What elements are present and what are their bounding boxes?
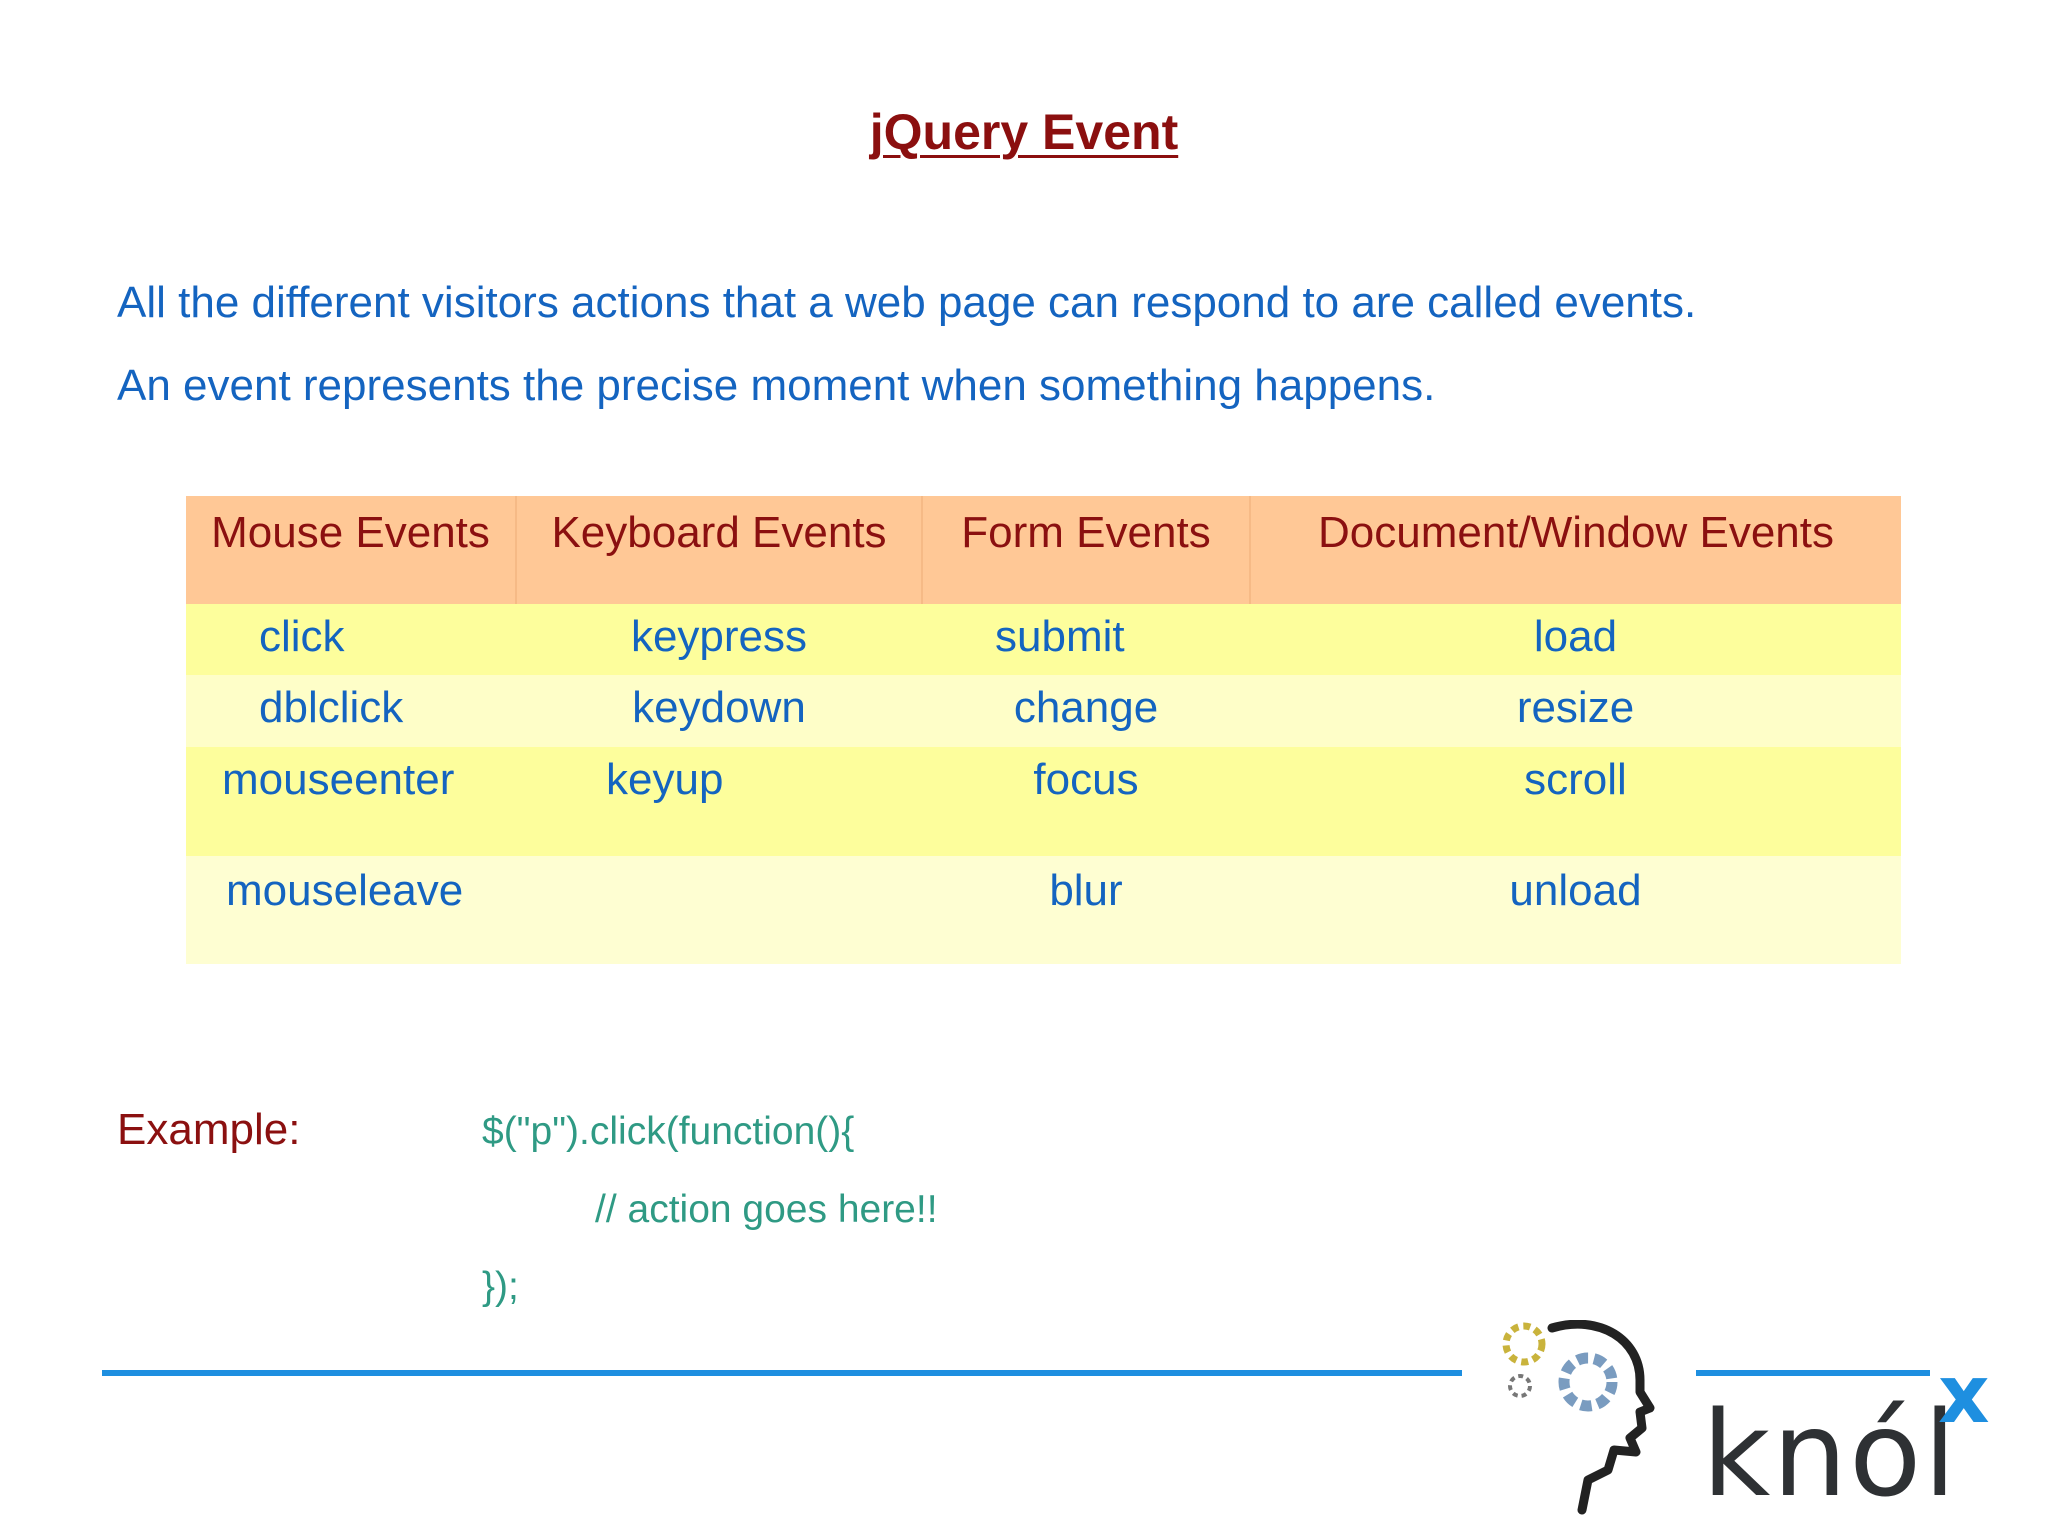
- table-cell: mouseleave: [186, 856, 516, 964]
- table-cell: resize: [1250, 675, 1901, 747]
- table-cell: focus: [922, 747, 1250, 856]
- table-cell: [516, 856, 922, 964]
- slide-title: jQuery Event: [869, 104, 1179, 160]
- intro-line-2: An event represents the precise moment when something happens.: [117, 361, 1436, 410]
- code-line-1: $("p").click(function(){: [482, 1110, 855, 1153]
- table-cell: keypress: [516, 604, 922, 675]
- table-cell: submit: [922, 604, 1250, 675]
- knolx-logo-x: x: [1938, 1348, 1990, 1441]
- table-cell: click: [186, 604, 516, 675]
- intro-line-1: All the different visitors actions that a web page can respond to are called events.: [117, 278, 1697, 327]
- footer-rule-right: [1696, 1370, 1930, 1376]
- gear-head-icon: [1490, 1320, 1690, 1520]
- header-form-events: Form Events: [922, 496, 1250, 604]
- code-line-2: // action goes here!!: [595, 1188, 938, 1231]
- table-cell: mouseenter: [186, 747, 516, 856]
- knolx-logo-text: knól: [1702, 1385, 1959, 1523]
- table-cell: blur: [922, 856, 1250, 964]
- header-mouse-events: Mouse Events: [186, 496, 516, 604]
- table-cell: unload: [1250, 856, 1901, 964]
- example-label: Example:: [117, 1105, 301, 1154]
- table-cell: scroll: [1250, 747, 1901, 856]
- code-line-3: });: [482, 1265, 519, 1308]
- header-keyboard-events: Keyboard Events: [516, 496, 922, 604]
- table-cell: change: [922, 675, 1250, 747]
- footer-rule-left: [102, 1370, 1462, 1376]
- table-row: [186, 747, 1901, 856]
- table-cell: keyup: [516, 747, 922, 856]
- table-row: [186, 604, 1901, 675]
- table-row: [186, 856, 1901, 964]
- table-cell: dblclick: [186, 675, 516, 747]
- events-table: [186, 496, 1901, 964]
- table-row: [186, 675, 1901, 747]
- table-header-row: [186, 496, 1901, 604]
- header-document-window-events: Document/Window Events: [1250, 496, 1901, 604]
- table-cell: keydown: [516, 675, 922, 747]
- table-cell: load: [1250, 604, 1901, 675]
